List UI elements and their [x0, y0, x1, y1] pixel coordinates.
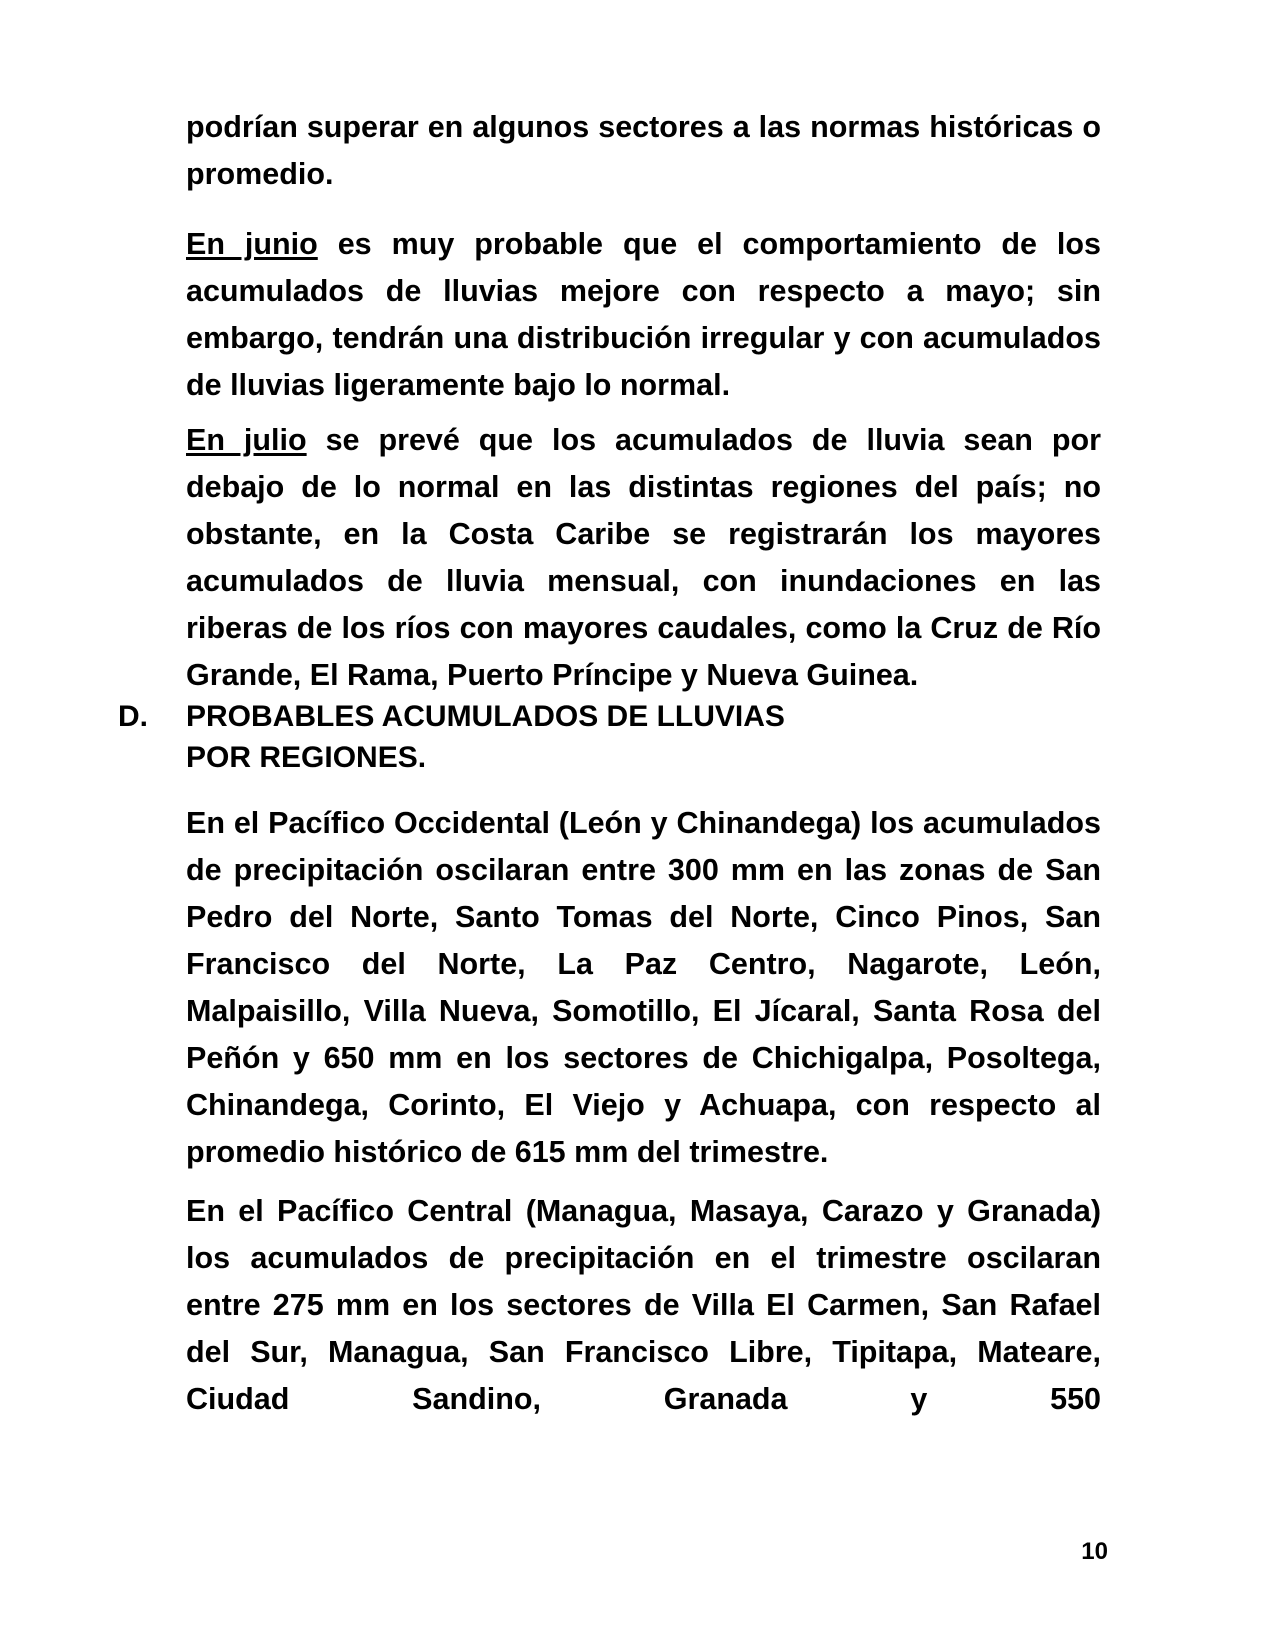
junio-lead-underlined: En junio — [186, 227, 318, 261]
page-number: 10 — [1081, 1538, 1108, 1565]
julio-lead-underlined: En julio — [186, 423, 307, 457]
julio-body-text: se prevé que los acumulados de lluvia sean por debajo de lo normal en las distintas regiones del país; no obstante, en la Costa Caribe se registrarán los mayores acumulados de lluvia mensual, con inundaciones en las riberas de los ríos con mayores caudales, como la Cruz de Río Grande, El Rama, Puerto Príncipe y Nueva Guinea. — [186, 423, 1101, 692]
paragraph-julio — [186, 417, 1101, 699]
section-title: PROBABLES ACUMULADOS DE LLUVIAS POR REGIONES. — [186, 700, 785, 774]
section-marker: D. — [118, 700, 148, 733]
paragraph-pacifico-central: En el Pacífico Central (Managua, Masaya, Carazo y Granada) los acumulados de precipitación en el trimestre oscilaran entre 275 mm en los sectores de Villa El Carmen, San Rafael del Sur, Managua, San Francisco Libre, Tipitapa, Mateare, Ciudad Sandino, Granada y 550 — [186, 1194, 1101, 1416]
paragraph-junio — [186, 221, 1101, 409]
junio-body-text: es muy probable que el comportamiento de los acumulados de lluvias mejore con respecto a mayo; sin embargo, tendrán una distribución irregular y con acumulados de lluvias ligeramente bajo lo normal. — [186, 227, 1101, 402]
section-heading-d — [118, 696, 1108, 778]
paragraph-continuation: podrían superar en algunos sectores a las normas históricas o promedio. — [186, 110, 1101, 191]
paragraph-pacifico-occidental: En el Pacífico Occidental (León y Chinandega) los acumulados de precipitación oscilaran entre 300 mm en las zonas de San Pedro del Norte, Santo Tomas del Norte, Cinco Pinos, San Francisco del Norte, La Paz Centro, Nagarote, León, Malpaisillo, Villa Nueva, Somotillo, El Jícaral, Santa Rosa del Peñón y 650 mm en los sectores de Chichigalpa, Posoltega, Chinandega, Corinto, El Viejo y Achuapa, con respecto al promedio histórico de 615 mm del trimestre. — [186, 806, 1101, 1169]
